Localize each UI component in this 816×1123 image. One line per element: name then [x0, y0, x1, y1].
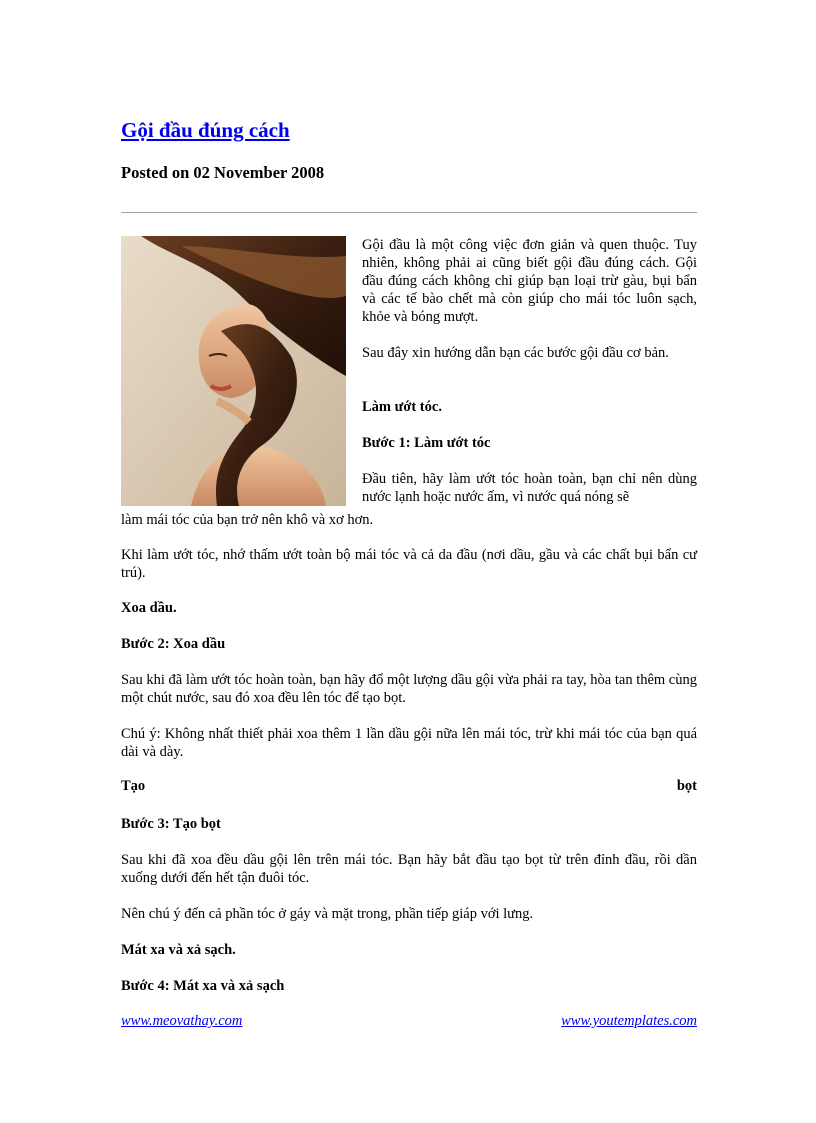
- step3-paragraph: Sau khi đã xoa đều dầu gội lên trên mái tóc. Bạn hãy bắt đầu tạo bọt từ trên đỉnh đầu, rồi dần xuống dưới đến hết tận đuôi tóc.: [121, 852, 697, 886]
- heading-foam-right: bọt: [676, 778, 697, 794]
- posted-date: Posted on 02 November 2008: [121, 163, 325, 182]
- intro-paragraph: Gội đầu là một công việc đơn giản và quen thuộc. Tuy nhiên, không phải ai cũng biết gội đầu đúng cách. Gội đầu đúng cách không chỉ giúp bạn loại trừ gàu, bụi bẩn và các tế bào chết mà còn giúp cho mái tóc luôn sạch, khỏe và bóng mượt.: [362, 237, 697, 325]
- heading-massage: Mát xa và xả sạch.: [121, 942, 236, 958]
- step3-note: Nên chú ý đến cả phần tóc ở gáy và mặt trong, phần tiếp giáp với lưng.: [121, 906, 534, 922]
- step1-paragraph-tail: làm mái tóc của bạn trở nên khô và xơ hơn.: [121, 512, 374, 528]
- guide-paragraph: Sau đây xin hướng dẫn bạn các bước gội đầu cơ bản.: [362, 345, 669, 361]
- heading-wet-hair: Làm ướt tóc.: [362, 399, 442, 415]
- step1-paragraph: Đầu tiên, hãy làm ướt tóc hoàn toàn, bạn chỉ nên dùng nước lạnh hoặc nước ấm, vì nước quá nóng sẽ: [362, 471, 697, 505]
- step1-title: Bước 1: Làm ướt tóc: [362, 435, 491, 451]
- step4-title: Bước 4: Mát xa và xả sạch: [121, 978, 285, 994]
- article-title[interactable]: Gội đầu đúng cách: [121, 118, 290, 142]
- step1-paragraph-2: Khi làm ướt tóc, nhớ thấm ướt toàn bộ mái tóc và cả da đầu (nơi dầu, gầu và các chất bụi bẩn cư trú).: [121, 547, 697, 581]
- footer-link-youtemplates[interactable]: www.youtemplates.com: [561, 1013, 697, 1029]
- step2-note: Chú ý: Không nhất thiết phải xoa thêm 1 lần dầu gội nữa lên mái tóc, trừ khi mái tóc của bạn quá dài và dày.: [121, 726, 697, 760]
- hair-model-photo: [121, 236, 346, 506]
- step2-title: Bước 2: Xoa dầu: [121, 636, 226, 652]
- heading-foam-left: Tạo: [121, 778, 146, 794]
- divider: [121, 212, 697, 213]
- footer-link-meovathay[interactable]: www.meovathay.com: [121, 1013, 243, 1029]
- heading-rub: Xoa dầu.: [121, 600, 177, 616]
- step3-title: Bước 3: Tạo bọt: [121, 816, 221, 832]
- heading-foam: [121, 778, 697, 795]
- step2-paragraph: Sau khi đã làm ướt tóc hoàn toàn, bạn hãy đổ một lượng dầu gội vừa phải ra tay, hòa tan thêm cùng một chút nước, sau đó xoa đều lên tóc để tạo bọt.: [121, 672, 697, 706]
